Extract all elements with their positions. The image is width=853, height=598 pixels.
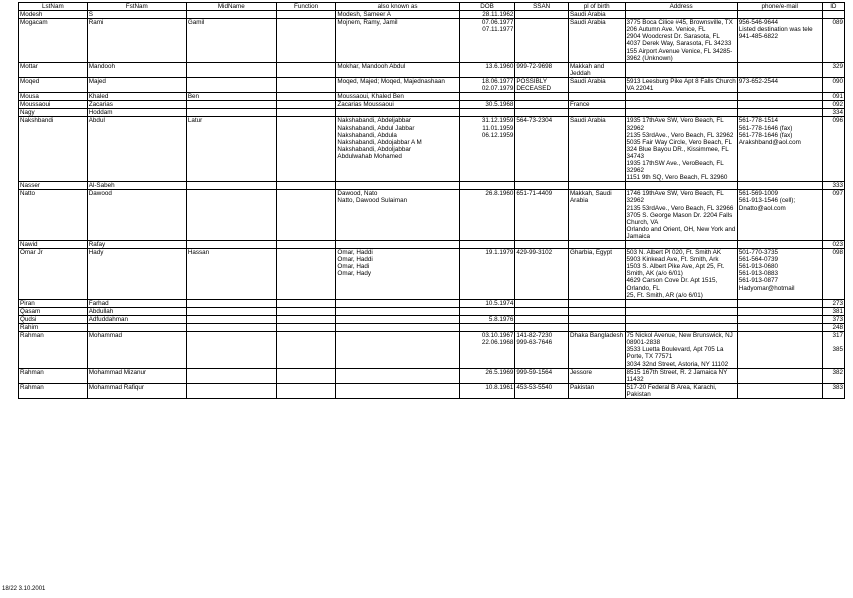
table-row (19, 190, 845, 241)
cell-lastname: Moqed (19, 77, 88, 92)
cell-ssan: 429-99-3102 (515, 249, 569, 300)
cell-birthplace: Saudi Arabia (568, 11, 625, 19)
table-row (19, 241, 845, 249)
cell-aka: Nakshabandi, Abdeljabbar Nakshabandi, Abdul Jabbar Nakshabandi, Abdula Nakshabandi, Abdojabbar A M Nakshabandi, Abdoljabbar Abdulwahab Mohamed (336, 117, 459, 182)
cell-aka: Modesh, Sameer A (336, 11, 459, 19)
cell-aka (336, 324, 459, 332)
cell-dob: 13.6.1960 (459, 62, 515, 77)
cell-firstname: Zacarias (87, 101, 186, 109)
cell-firstname: Khaled (87, 93, 186, 101)
cell-aka: Omar, Haddi Omar, Haddi Omar, Hadi Omar, Hady (336, 249, 459, 300)
cell-firstname: Hoddam (87, 109, 186, 117)
cell-ssan: 564-73-2304 (515, 117, 569, 182)
cell-birthplace: Gharbia, Egypt (568, 249, 625, 300)
cell-firstname: Farhad (87, 299, 186, 307)
col-header-address: Address (625, 3, 737, 11)
cell-ssan (515, 19, 569, 63)
col-header-dob: DOB (459, 3, 515, 11)
cell-lastname: Piran (19, 299, 88, 307)
cell-function (276, 62, 336, 77)
cell-firstname: Mohammad Rafiqur (87, 383, 186, 398)
cell-phone-email (737, 307, 822, 315)
cell-function (276, 332, 336, 368)
col-header-firstname: FstNam (87, 3, 186, 11)
cell-aka: Mokhar, Mandooh Abdul (336, 62, 459, 77)
cell-aka: Moqed, Majed; Moqed, Majednashaan (336, 77, 459, 92)
cell-id: 090 (822, 77, 844, 92)
cell-aka: Zacarias Moussaoui (336, 101, 459, 109)
cell-function (276, 190, 336, 241)
cell-firstname: Rafay (87, 241, 186, 249)
cell-address (625, 307, 737, 315)
cell-ssan (515, 93, 569, 101)
cell-ssan (515, 307, 569, 315)
cell-function (276, 307, 336, 315)
cell-phone-email (737, 93, 822, 101)
cell-birthplace: Saudi Arabia (568, 19, 625, 63)
cell-ssan (515, 241, 569, 249)
cell-dob: 28.11.1962 (459, 11, 515, 19)
cell-aka (336, 241, 459, 249)
cell-lastname: Nasser (19, 182, 88, 190)
table-row (19, 117, 845, 182)
cell-ssan (515, 11, 569, 19)
table-row (19, 324, 845, 332)
col-header-id: ID (822, 3, 844, 11)
cell-firstname: Al-Sabeh (87, 182, 186, 190)
cell-id: 381 (822, 307, 844, 315)
cell-aka (336, 383, 459, 398)
cell-lastname: Mottar (19, 62, 88, 77)
cell-lastname: Rahman (19, 332, 88, 368)
cell-phone-email (737, 109, 822, 117)
cell-dob (459, 93, 515, 101)
cell-id: 248 (822, 324, 844, 332)
table-row (19, 299, 845, 307)
cell-dob: 10.5.1974 (459, 299, 515, 307)
cell-lastname: Qasam (19, 307, 88, 315)
cell-phone-email (737, 315, 822, 323)
cell-firstname: Mandooh (87, 62, 186, 77)
cell-ssan (515, 324, 569, 332)
cell-midname (186, 101, 276, 109)
cell-address: 1935 17thAve SW, Vero Beach, FL 32962 2135 53rdAve., Vero Beach, FL 32962 5035 Fair Way Circle, Vero Beach, FL 324 Blue Bayou DR., Kissimmee, FL 34743 1935 17thSW Ave., VeroBeach, FL 32962 1151 9th SQ, Vero Beach, FL 32960 (625, 117, 737, 182)
cell-dob: 30.5.1968 (459, 101, 515, 109)
cell-dob (459, 241, 515, 249)
cell-firstname: Abdul (87, 117, 186, 182)
cell-ssan: 651-71-4409 (515, 190, 569, 241)
cell-function (276, 299, 336, 307)
cell-phone-email: 561-569-1009 561-913-1546 (cell); Dnatto@aol.com (737, 190, 822, 241)
cell-id: 382 (822, 368, 844, 383)
cell-aka (336, 109, 459, 117)
col-header-phone-email: phone/e-mail (737, 3, 822, 11)
cell-function (276, 77, 336, 92)
records-table (18, 2, 845, 399)
cell-midname (186, 182, 276, 190)
cell-midname (186, 368, 276, 383)
cell-id: 097 (822, 190, 844, 241)
cell-birthplace: Dhaka Bangladesh (568, 332, 625, 368)
cell-function (276, 109, 336, 117)
cell-midname (186, 62, 276, 77)
cell-ssan (515, 315, 569, 323)
cell-phone-email (737, 101, 822, 109)
cell-midname (186, 190, 276, 241)
cell-dob: 10.8.1961 (459, 383, 515, 398)
cell-birthplace (568, 299, 625, 307)
cell-aka (336, 315, 459, 323)
cell-birthplace: Makkah, Saudi Arabia (568, 190, 625, 241)
table-row (19, 77, 845, 92)
table-row (19, 368, 845, 383)
cell-aka: Moussaoui, Khaled Ben (336, 93, 459, 101)
cell-lastname: Qudsi (19, 315, 88, 323)
cell-id: 092 (822, 101, 844, 109)
page-footer: 18/22 3.10.2001 (2, 586, 46, 592)
table-row (19, 332, 845, 368)
cell-midname (186, 109, 276, 117)
col-header-midname: MidName (186, 3, 276, 11)
cell-midname (186, 241, 276, 249)
table-row (19, 19, 845, 63)
cell-address (625, 299, 737, 307)
col-header-lastname: LstNam (19, 3, 88, 11)
cell-firstname: Abdullah (87, 307, 186, 315)
cell-function (276, 19, 336, 63)
table-row (19, 11, 845, 19)
cell-birthplace (568, 93, 625, 101)
cell-midname (186, 332, 276, 368)
cell-address (625, 315, 737, 323)
cell-address (625, 324, 737, 332)
cell-aka (336, 299, 459, 307)
cell-id: 373 (822, 315, 844, 323)
table-row (19, 62, 845, 77)
cell-firstname (87, 324, 186, 332)
cell-firstname: Dawood (87, 190, 186, 241)
cell-phone-email (737, 182, 822, 190)
cell-ssan: 999-72-9698 (515, 62, 569, 77)
cell-address (625, 11, 737, 19)
cell-aka (336, 332, 459, 368)
cell-aka (336, 368, 459, 383)
cell-dob (459, 109, 515, 117)
cell-lastname: Omar Jr (19, 249, 88, 300)
cell-function (276, 241, 336, 249)
cell-address: 3775 Boca Cilice #45, Brownsville, TX 206 Autumn Ave. Venice, FL 2904 Woodcrest Dr. Sarasota, FL 4037 Derek Way, Sarasota, FL 34233 155 Airport Avenue Venice, FL 34285-3962 (Unknown) (625, 19, 737, 63)
cell-id: 317 385 (822, 332, 844, 368)
cell-midname: Gamil (186, 19, 276, 63)
cell-dob: 07.06.1977 07.11.1977 (459, 19, 515, 63)
cell-birthplace: Makkah and Jeddah (568, 62, 625, 77)
cell-aka (336, 182, 459, 190)
cell-id: 089 (822, 19, 844, 63)
cell-id: 023 (822, 241, 844, 249)
cell-id: 383 (822, 383, 844, 398)
cell-id: 096 (822, 117, 844, 182)
table-row (19, 249, 845, 300)
cell-dob: 26.8.1960 (459, 190, 515, 241)
cell-ssan: 453-53-5540 (515, 383, 569, 398)
cell-address: 517-20 Federal B Area, Karachi, Pakistan (625, 383, 737, 398)
table-row (19, 93, 845, 101)
cell-midname (186, 383, 276, 398)
cell-ssan: 141-82-7230 999-63-7646 (515, 332, 569, 368)
cell-phone-email (737, 332, 822, 368)
cell-id: 333 (822, 182, 844, 190)
cell-ssan (515, 109, 569, 117)
cell-midname (186, 11, 276, 19)
col-header-birthplace: pl of birth (568, 3, 625, 11)
cell-function (276, 117, 336, 182)
cell-midname: Hassan (186, 249, 276, 300)
table-row (19, 315, 845, 323)
cell-birthplace: Jessore (568, 368, 625, 383)
cell-lastname: Mogacam (19, 19, 88, 63)
cell-firstname: Adfuddahman (87, 315, 186, 323)
cell-id: 329 (822, 62, 844, 77)
cell-id (822, 11, 844, 19)
cell-dob: 03.10.1967 22.06.1968 (459, 332, 515, 368)
cell-birthplace: Saudi Arabia (568, 77, 625, 92)
cell-id: 098 (822, 249, 844, 300)
cell-birthplace: France (568, 101, 625, 109)
cell-function (276, 249, 336, 300)
cell-phone-email: 501-770-3735 561-564-0739 561-913-0680 561-913-0883 561-913-0877 Hadyomar@hotmail (737, 249, 822, 300)
cell-firstname: Majed (87, 77, 186, 92)
cell-lastname: Moussaoui (19, 101, 88, 109)
cell-address (625, 109, 737, 117)
cell-lastname: Mousa (19, 93, 88, 101)
cell-midname (186, 315, 276, 323)
table-row (19, 101, 845, 109)
table-row (19, 182, 845, 190)
cell-midname (186, 299, 276, 307)
cell-phone-email: 956-546-9644 Listed destination was tele 941-485-6822 (737, 19, 822, 63)
cell-phone-email: 561-778-1514 561-778-1646 (fax) 561-778-1646 (fax) Arakshband@aol.com (737, 117, 822, 182)
cell-function (276, 315, 336, 323)
cell-aka: Mojnem, Ramy, Jamil (336, 19, 459, 63)
cell-birthplace: Saudi Arabia (568, 117, 625, 182)
cell-dob: 31.12.1959 11.01.1959 06.12.1959 (459, 117, 515, 182)
cell-birthplace (568, 315, 625, 323)
cell-lastname: Natto (19, 190, 88, 241)
col-header-function: Function (276, 3, 336, 11)
cell-birthplace (568, 182, 625, 190)
cell-lastname: Modesh (19, 11, 88, 19)
cell-phone-email (737, 62, 822, 77)
cell-lastname: Nawid (19, 241, 88, 249)
cell-lastname: Rahman (19, 383, 88, 398)
cell-birthplace: Pakistan (568, 383, 625, 398)
cell-firstname: Rami (87, 19, 186, 63)
header-row (19, 3, 845, 11)
cell-id: 273 (822, 299, 844, 307)
cell-birthplace (568, 307, 625, 315)
cell-address (625, 101, 737, 109)
cell-birthplace (568, 109, 625, 117)
cell-midname (186, 77, 276, 92)
cell-function (276, 101, 336, 109)
cell-lastname: Nagy (19, 109, 88, 117)
cell-phone-email (737, 299, 822, 307)
cell-address: 75 Nickol Avenue, New Brunswick, NJ 08901-2838 3533 Luetta Boulevard, Apt 705 La Porte, TX 77571 3034 32nd Street, Astoria, NY 11102 (625, 332, 737, 368)
cell-dob (459, 307, 515, 315)
cell-firstname: S (87, 11, 186, 19)
cell-aka (336, 307, 459, 315)
cell-address (625, 182, 737, 190)
cell-ssan: 999-59-1564 (515, 368, 569, 383)
cell-ssan (515, 299, 569, 307)
col-header-ssan: SSAN (515, 3, 569, 11)
cell-phone-email (737, 368, 822, 383)
cell-phone-email (737, 11, 822, 19)
cell-dob: 5.8.1976 (459, 315, 515, 323)
cell-id: 334 (822, 109, 844, 117)
cell-function (276, 368, 336, 383)
cell-firstname: Mohammad (87, 332, 186, 368)
cell-ssan (515, 182, 569, 190)
table-row (19, 307, 845, 315)
cell-dob (459, 324, 515, 332)
cell-id: 091 (822, 93, 844, 101)
cell-dob: 26.5.1969 (459, 368, 515, 383)
cell-birthplace (568, 324, 625, 332)
cell-ssan: POSSIBLY DECEASED (515, 77, 569, 92)
cell-lastname: Rahim (19, 324, 88, 332)
cell-function (276, 93, 336, 101)
cell-address: 503 N. Albert Pl 020, Ft. Smith AK 5903 Kinkead Ave, Ft. Smith, Ark 1503 S. Albert Pike Ave, Apt 25, Ft. Smith, AK (a/o 6/01) 4629 Carson Cove Dr. Apt 1515, Orlando, FL 25, Ft. Smith, AR (a/o 6/01) (625, 249, 737, 300)
cell-phone-email (737, 324, 822, 332)
cell-aka: Dawood, Nato Natto, Dawood Sulaiman (336, 190, 459, 241)
cell-birthplace (568, 241, 625, 249)
table-row (19, 383, 845, 398)
cell-phone-email: 973-652-2544 (737, 77, 822, 92)
cell-phone-email (737, 241, 822, 249)
cell-address: 8515 167th Street, R. 2 Jamaica NY 11432 (625, 368, 737, 383)
table-row (19, 109, 845, 117)
cell-midname (186, 307, 276, 315)
cell-lastname: Nakshbandi (19, 117, 88, 182)
cell-midname: Latur (186, 117, 276, 182)
cell-address (625, 93, 737, 101)
col-header-aka: also known as (336, 3, 459, 11)
cell-firstname: Mohammad Mizanur (87, 368, 186, 383)
cell-dob (459, 182, 515, 190)
cell-function (276, 182, 336, 190)
cell-function (276, 383, 336, 398)
cell-dob: 19.1.1979 (459, 249, 515, 300)
cell-midname: Ben (186, 93, 276, 101)
cell-firstname: Hady (87, 249, 186, 300)
cell-address: 5913 Leesburg Pike Apt 8 Falls Church VA 22041 (626, 77, 736, 93)
cell-ssan (515, 101, 569, 109)
cell-address (625, 241, 737, 249)
cell-lastname: Rahman (19, 368, 88, 383)
cell-address (625, 62, 737, 77)
cell-address: 1746 19thAve SW, Vero Beach, FL 32962 2135 53rdAve., Vero Beach, FL 32966 3705 S. George Mason Dr. 2204 Falls Church, VA Orlando and Orient, OH, New York and Jamaica (626, 190, 736, 240)
cell-phone-email (737, 383, 822, 398)
cell-dob: 18.06.1977 02.07.1979 (459, 77, 515, 92)
cell-function (276, 11, 336, 19)
cell-midname (186, 324, 276, 332)
cell-function (276, 324, 336, 332)
